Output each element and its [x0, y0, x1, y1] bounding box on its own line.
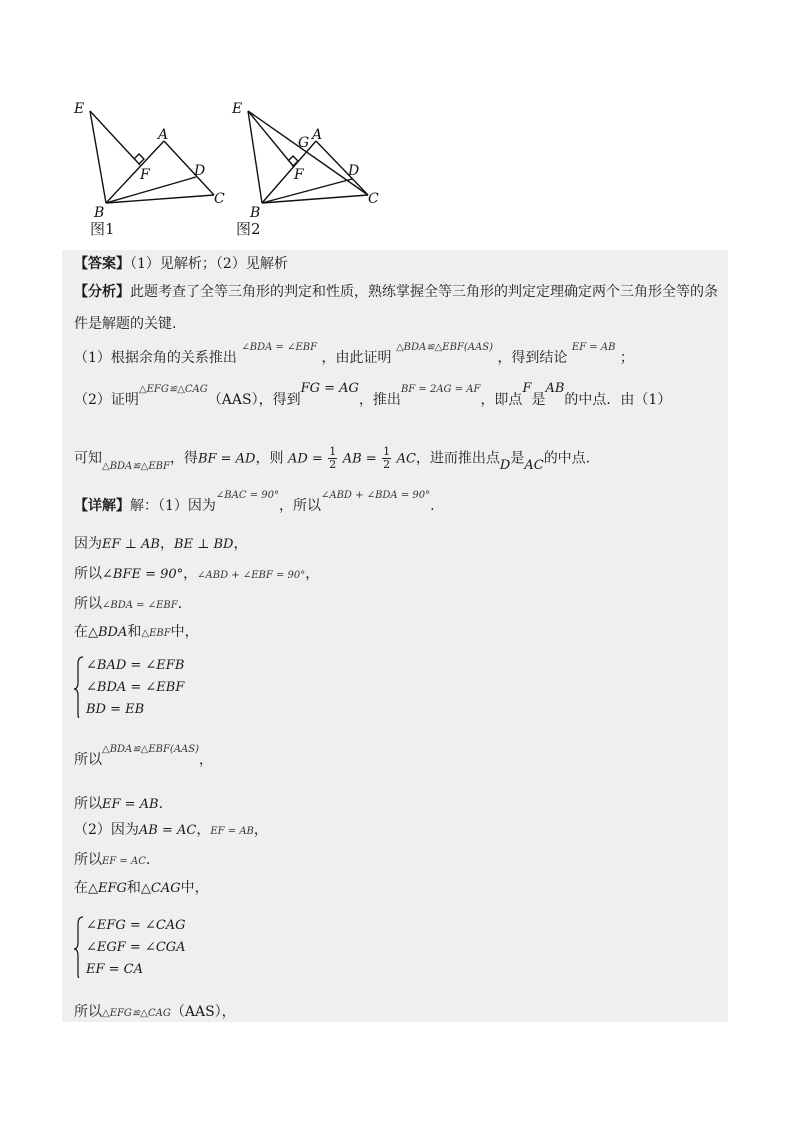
analysis-line-2: 件是解题的关键. [74, 316, 177, 332]
text-span: （AAS）， [170, 1004, 236, 1020]
text-span: ， [233, 536, 248, 552]
brace-icon [74, 916, 84, 978]
text-span: 是 [510, 450, 525, 467]
math-expr: BF = AD [197, 451, 256, 467]
text-span: ； [619, 350, 634, 366]
text-span: 的中点．由（1） [564, 392, 672, 408]
fig2-label-A: A [312, 127, 323, 143]
detail-line-3 [74, 564, 319, 586]
math-expr: AB [545, 381, 565, 396]
text-span: 在 [74, 880, 88, 896]
math-expr: △EFG≌△CAG [102, 1008, 171, 1019]
detail-line-4 [74, 594, 182, 616]
math-expr: BF = 2AG = AF [400, 384, 481, 395]
math-expr: ∠ABD + ∠EBF = 90° [197, 570, 306, 581]
equation-row: EF = CA [86, 962, 144, 977]
text-span: . [145, 852, 151, 868]
fig2-label-E: E [232, 101, 243, 117]
fig1-label-C: C [214, 191, 225, 207]
equation-row: ∠BDA = ∠EBF [86, 680, 185, 695]
figure-1-caption: 图1 [90, 220, 115, 238]
text-span: ，得 [169, 450, 198, 467]
equation-row: BD = EB [86, 702, 145, 717]
text-span: 解：（1）因为 [130, 498, 216, 514]
analysis-text: 此题考查了全等三角形的判定和性质，熟练掌握全等三角形的判定定理确定两个三角形全等的条 [130, 284, 718, 300]
text-span: 的中点. [543, 450, 591, 467]
fig2-label-B: B [250, 205, 261, 221]
text-span: ， [159, 536, 174, 552]
text-span: （2）因为 [74, 822, 139, 838]
text-span: ， [199, 752, 214, 768]
text-span: （2）证明 [74, 392, 139, 408]
math-expr: AC [524, 457, 544, 473]
text-span: （AAS），得到 [207, 392, 301, 408]
detail-line-5 [74, 622, 199, 644]
text-span: 所以 [74, 852, 102, 868]
math-expr: EF = AB [102, 797, 159, 812]
brace-icon [74, 656, 84, 718]
fraction-half [328, 446, 337, 471]
math-expr: FG = AG [300, 381, 359, 396]
fig1-label-B: B [94, 205, 105, 221]
text-span: . [430, 498, 435, 514]
math-expr: △EFG [88, 881, 127, 896]
equation-system-1 [74, 656, 274, 722]
text-span: 在 [74, 624, 88, 640]
fig2-label-F: F [294, 167, 304, 183]
analysis-line-5 [74, 446, 590, 471]
math-expr: AD = [287, 451, 323, 467]
math-expr: △EFG≌△CAG [138, 384, 208, 395]
equation-row: ∠BAD = ∠EFB [86, 658, 185, 673]
detail-line-9 [74, 850, 150, 872]
detail-line-7 [74, 794, 163, 815]
text-span: 所以 [74, 1004, 102, 1020]
fig1-label-E: E [74, 101, 85, 117]
math-expr: △BDA [88, 625, 128, 640]
text-span: 是 [531, 392, 546, 408]
fraction-denominator: 2 [383, 458, 391, 471]
math-expr: △BDA≌△EBF(AAS) [395, 342, 493, 353]
fig1-label-F: F [140, 167, 150, 183]
detail-line-10 [74, 878, 209, 899]
answer-text: （1）见解析；（2）见解析 [130, 256, 288, 272]
text-span: ，所以 [278, 498, 321, 514]
text-span: . [158, 796, 164, 812]
detail-line-8 [74, 820, 268, 842]
analysis-tag: 【分析】 [74, 284, 130, 300]
text-span: ， [183, 566, 198, 582]
math-expr: △EBF [141, 628, 171, 639]
text-span: ，推出 [358, 392, 401, 408]
fig2-label-G: G [298, 135, 310, 151]
figure-2-caption: 图2 [236, 220, 261, 238]
fraction-numerator: 1 [329, 445, 337, 458]
fraction-numerator: 1 [383, 445, 391, 458]
math-expr: BE ⊥ BD [173, 537, 234, 552]
answer-block [62, 250, 728, 1022]
analysis-line-1 [74, 282, 718, 302]
math-expr: ∠BDA = ∠EBF [102, 600, 178, 611]
text-span: 和 [127, 624, 142, 640]
text-span: ， [253, 822, 268, 838]
text-span: 所以 [74, 752, 102, 768]
text-span: ，由此证明 [321, 350, 392, 366]
text-span: 中， [180, 880, 209, 896]
math-expr: AC [396, 451, 416, 467]
math-expr: D [499, 457, 511, 473]
text-span: ， [196, 822, 211, 838]
text-span: ，即点 [480, 392, 523, 408]
text-span: 中， [170, 624, 199, 640]
equation-row: ∠EGF = ∠CGA [86, 940, 186, 955]
math-expr: ∠BAC = 90° [215, 490, 279, 501]
text-span: 所以 [74, 566, 102, 582]
fig2-label-C: C [368, 191, 379, 207]
math-expr: EF = AB [210, 826, 254, 837]
figure-1-diagram [62, 95, 402, 225]
math-expr: ∠BFE = 90° [102, 567, 184, 582]
text-span: 可知 [74, 450, 102, 467]
answer-tag: 【答案】 [74, 256, 130, 272]
math-expr: AB = [342, 451, 377, 467]
text-span: 所以 [74, 596, 102, 612]
math-expr: △BDA≌△EBF [102, 460, 170, 472]
text-span: ，则 [255, 450, 284, 467]
text-span: . [177, 596, 183, 612]
fig1-label-A: A [158, 127, 169, 143]
answer-line [74, 254, 288, 274]
text-span: 所以 [74, 796, 102, 812]
text-span: （1）根据余角的关系推出 [74, 350, 237, 366]
math-expr: F [522, 381, 532, 396]
math-expr: EF = AB [571, 342, 616, 353]
math-expr: EF = AC [102, 856, 146, 867]
fig1-label-D: D [194, 163, 206, 179]
math-expr: △CAG [140, 881, 181, 896]
math-expr: ∠BDA = ∠EBF [241, 342, 318, 353]
equation-row: ∠EFG = ∠CAG [86, 918, 186, 933]
fraction-denominator: 2 [329, 458, 337, 471]
equation-system-2 [74, 916, 274, 982]
fig2-label-D: D [348, 163, 360, 179]
detail-line-2 [74, 534, 247, 555]
text-span: 因为 [74, 536, 102, 552]
math-expr: ∠ABD + ∠BDA = 90° [320, 490, 431, 501]
math-expr: AB = AC [138, 823, 197, 838]
math-expr: EF ⊥ AB [102, 537, 160, 552]
text-span: 和 [126, 880, 141, 896]
text-span: ， [305, 566, 320, 582]
detail-line-11 [74, 1002, 236, 1024]
math-expr: △BDA≌△EBF(AAS) [102, 744, 200, 755]
text-span: ，得到结论 [497, 350, 568, 366]
text-span: ，进而推出点 [415, 450, 500, 467]
fraction-half [382, 446, 391, 471]
detail-tag: 【详解】 [74, 498, 130, 514]
